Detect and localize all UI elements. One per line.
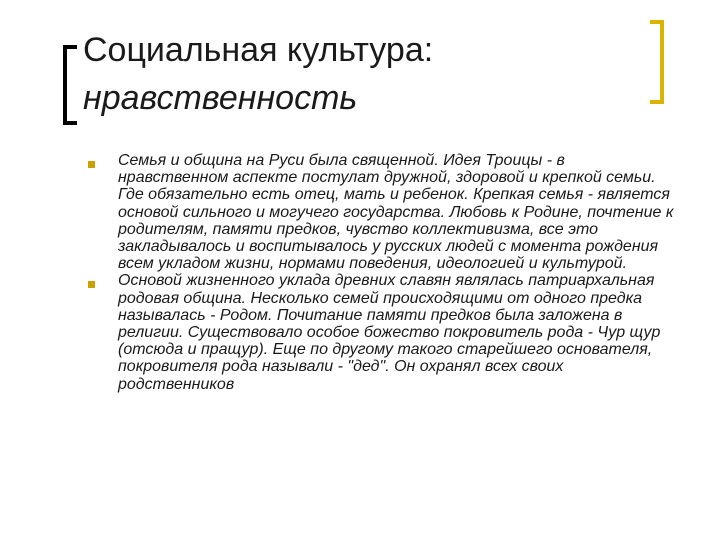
list-item [88, 272, 678, 392]
bullet-list [88, 152, 678, 393]
slide-title [83, 26, 643, 122]
title-line-1: Социальная культура: [83, 31, 434, 69]
bullet-text: Семья и община на Руси была священной. Идея Троицы - в нравственном аспекте постулат дружной, здоровой и крепкой семьи. Где обязательно есть отец, мать и ребенок. Крепкая семья - является основой сильного и могучего государства. Любовь к Родине, почтение к родителям, памяти предков, чувство коллективизма, все это закладывалось и воспитывалось у русских людей с момента рождения всем укладом жизни, нормами поведения, идеологией и культурой. [118, 152, 674, 273]
right-bracket-decoration [650, 20, 664, 104]
square-bullet-icon [88, 161, 95, 168]
square-bullet-icon [88, 281, 95, 288]
list-item [88, 152, 678, 272]
title-line-2: нравственность [83, 79, 358, 117]
bullet-text: Основой жизненного уклада древних славян являлась патриархальная родовая община. Несколько семей происходящими от одного предка называлась - Родом. Почитание памяти предков была заложена в религии. Существовало особое божество покровитель рода - Чур щур (отсюда и пращур). Еще по другому такого старейшего основателя, покровителя рода называли - "дед". Он охранял всех своих родственников [118, 272, 661, 393]
left-bracket-decoration [63, 45, 77, 125]
